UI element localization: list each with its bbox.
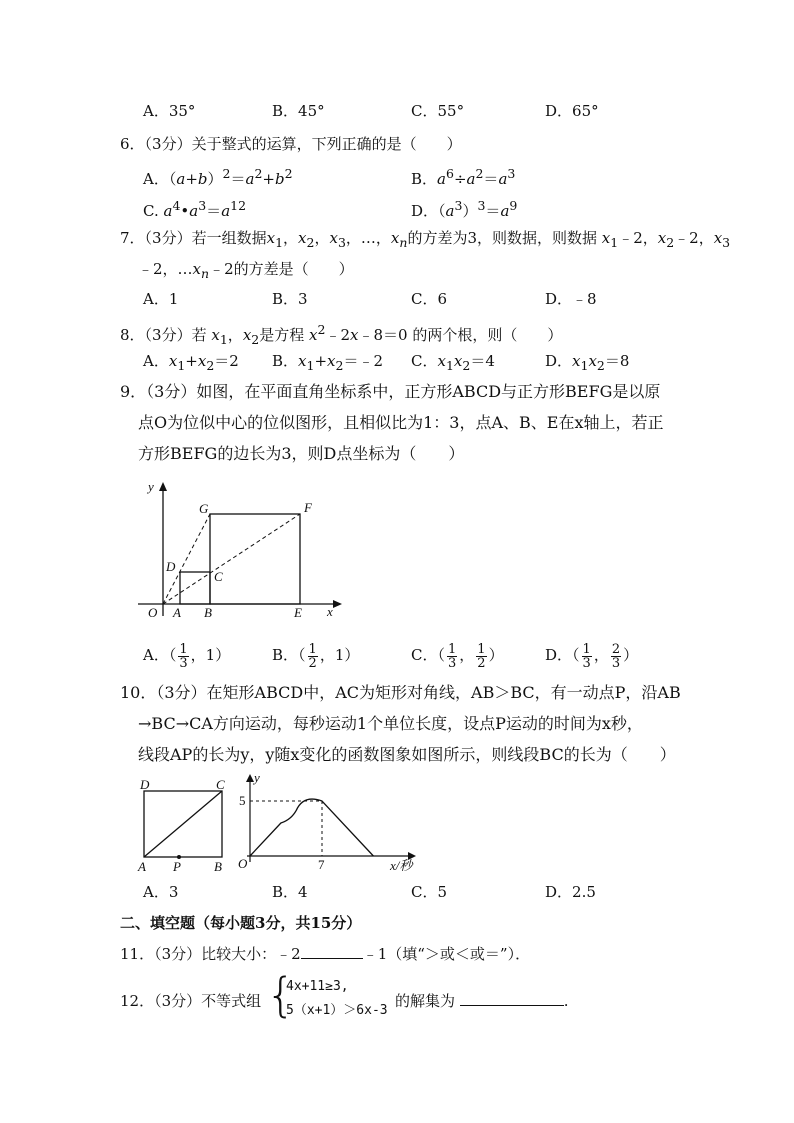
label-b: B <box>204 605 212 620</box>
label-c: C <box>216 778 225 792</box>
q11-blank[interactable] <box>301 958 363 959</box>
q10-stem-line2: →BC→CA方向运动，每秒运动1个单位长度，设点P运动的时间为x秒， <box>138 714 643 733</box>
q12-blank[interactable] <box>460 1005 564 1006</box>
q10-option-a: A．3 <box>143 883 179 901</box>
q12-inequality-2: 5（x+1）＞6x-3 <box>286 1003 388 1018</box>
q8-option-d: D．$x_1x_2=8$ <box>545 352 630 373</box>
x-axis-arrow <box>333 600 342 608</box>
label-p: P <box>173 859 181 874</box>
q8-option-c: C．$x_1x_2=4$ <box>411 352 495 373</box>
q5-option-d: D．65° <box>545 102 599 120</box>
y-axis-arrow <box>159 482 167 491</box>
q12-inequality-1: 4x+11≥3, <box>286 979 349 994</box>
q10-function-graph <box>232 770 424 874</box>
q11-stem: 11．（3分）比较大小：﹣2 ﹣1（填“＞或＜或＝”）． <box>120 945 531 963</box>
q12-suffix: 的解集为 . <box>395 992 569 1010</box>
graph-tick-7: 7 <box>318 857 325 872</box>
graph-label-o: O <box>238 856 248 871</box>
q10-option-c: C．5 <box>411 883 448 901</box>
q10-option-d: D．2.5 <box>545 883 596 901</box>
q9-stem-line2: 点O为位似中心的位似图形，且相似比为1：3，点A、B、E在x轴上，若正 <box>138 413 664 432</box>
graph-y-arrow <box>246 774 254 782</box>
q7-option-d: D．﹣8 <box>545 290 597 308</box>
q7-option-a: A．1 <box>143 290 179 308</box>
q10-stem-line1: 10．（3分）在矩形ABCD中，AC为矩形对角线，AB＞BC，有一动点P，沿AB <box>120 683 681 702</box>
graph-label-y: y <box>254 770 260 785</box>
q6-stem: 6．（3分）关于整式的运算，下列正确的是（ ） <box>120 135 462 153</box>
q7-option-c: C．6 <box>411 290 448 308</box>
label-d: D <box>166 559 176 574</box>
label-o: O <box>148 605 158 620</box>
q9-figure <box>130 476 350 624</box>
q7-stem-line1: 7．（3分）若一组数据$x_1$，$x_2$，$x_3$，…，$x_n$的方差为3，则数据，则数据 $x_1﹣2$，$x_2﹣2$，$x_3$ <box>120 229 731 250</box>
diagonal-ac <box>144 791 222 857</box>
q9-stem-line3: 方形BEFG的边长为3，则D点坐标为（ ） <box>138 444 465 463</box>
square-abcd <box>180 572 210 604</box>
label-e: E <box>294 605 302 620</box>
q8-option-a: A．$x_1+x_2=2$ <box>143 352 239 373</box>
q5-option-a: A．35° <box>143 102 196 120</box>
q12-brace: { <box>266 968 296 1022</box>
label-d: D <box>140 778 150 792</box>
q9-stem-line1: 9．（3分）如图，在平面直角坐标系中，正方形ABCD与正方形BEFG是以原 <box>120 382 661 401</box>
q9-option-c: C．（ $\frac{1}{3}$ ， $\frac{1}{2}$ ） <box>411 641 504 671</box>
section2-header: 二、填空题（每小题3分，共15分） <box>120 914 362 932</box>
label-f: F <box>304 500 312 515</box>
label-c: C <box>214 569 223 584</box>
q6-option-b: B．$a^6\div a^2=a^3$ <box>411 166 516 188</box>
label-b: B <box>214 859 222 874</box>
q9-option-a: A．（ $\frac{1}{3}$ ，1） <box>143 641 231 671</box>
graph-tick-5: 5 <box>239 793 246 808</box>
q7-option-b: B．3 <box>272 290 308 308</box>
graph-line <box>250 799 373 856</box>
q9-option-b: B．（ $\frac{1}{2}$ ，1） <box>272 641 360 671</box>
q8-option-b: B．$x_1+x_2=﹣2$ <box>272 352 383 373</box>
q6-option-a: A．$(a+b)^2=a^2+b^2$ <box>143 166 293 188</box>
label-a: A <box>138 859 146 874</box>
q9-option-d: D．（ $\frac{1}{3}$ ， $\frac{2}{3}$ ） <box>545 641 639 671</box>
q7-stem-line2: ﹣2，$\dots x_n﹣2$的方差是（ ） <box>138 260 354 281</box>
q10-rectangle-figure <box>134 778 238 876</box>
q12-prefix: 12．（3分）不等式组 <box>120 992 262 1010</box>
q6-option-c: C. $a^4•a^3=a^{12}$ <box>143 198 247 220</box>
graph-label-x: x/秒 <box>390 858 413 873</box>
label-x: x <box>327 604 333 619</box>
square-befg <box>210 514 300 604</box>
q6-option-d: D．$(a^3)^3=a^9$ <box>411 198 518 220</box>
q8-stem: 8．（3分）若 $x_1$，$x_2$是方程 $x^2﹣2x﹣8=0$ 的两个根，则（ ） <box>120 322 563 347</box>
label-y: y <box>148 479 154 494</box>
label-a: A <box>173 605 181 620</box>
q10-option-b: B．4 <box>272 883 308 901</box>
q5-option-c: C．55° <box>411 102 465 120</box>
label-g: G <box>199 501 209 516</box>
q10-stem-line3: 线段AP的长为y，y随x变化的函数图象如图所示，则线段BC的长为（ ） <box>138 745 676 764</box>
dashed-of <box>163 514 300 604</box>
q5-option-b: B．45° <box>272 102 325 120</box>
